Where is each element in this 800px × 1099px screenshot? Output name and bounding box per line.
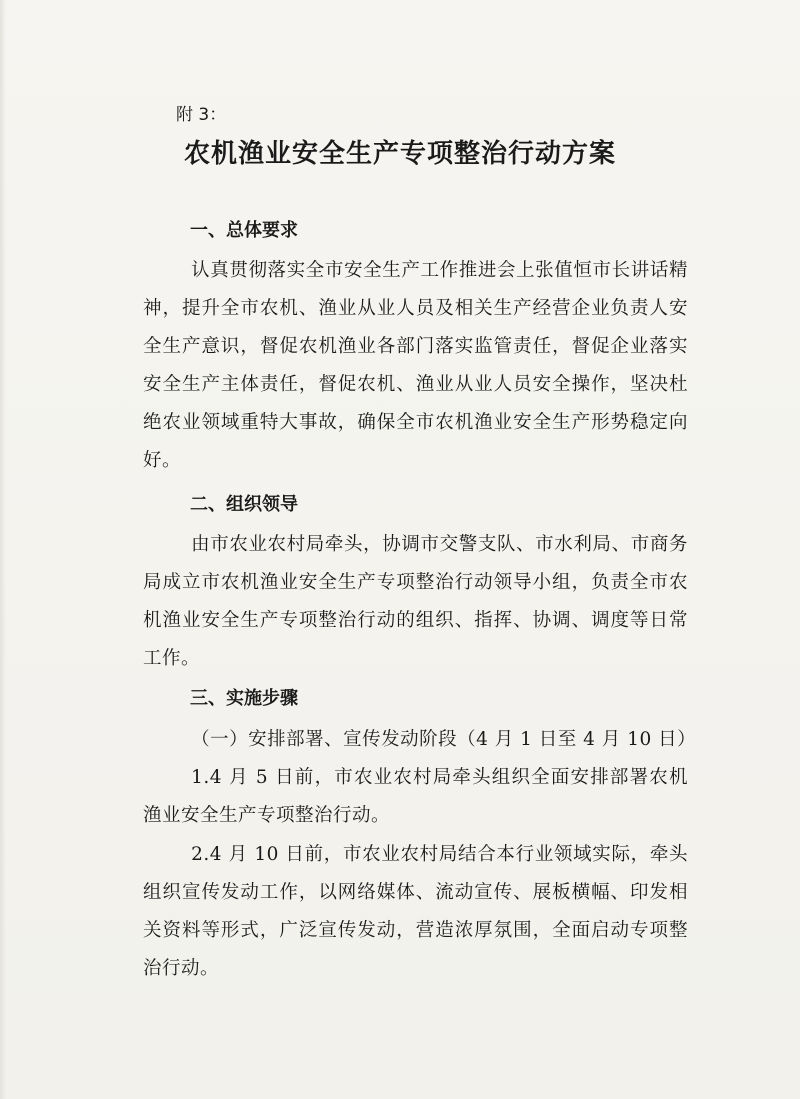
step-item: 2.4 月 10 日前，市农业农村局结合本行业领域实际，牵头组织宣传发动工作，以网络媒体、流动宣传、展板横幅、印发相关资料等形式，广泛宣传发动，营造浓厚氛围，全面启动专项整治行动。 bbox=[143, 844, 688, 979]
step-item: 1.4 月 5 日前，市农业农村局牵头组织全面安排部署农机渔业安全生产专项整治行动。 bbox=[143, 767, 688, 826]
attachment-label: 附 3： bbox=[176, 105, 227, 125]
document-title: 农机渔业安全生产专项整治行动方案 bbox=[183, 139, 616, 169]
section-paragraph: 认真贯彻落实全市安全生产工作推进会上张值恒市长讲话精神，提升全市农机、渔业从业人员及相关生产经营企业负责人安全生产意识，督促农机渔业各部门落实监管责任，督促企业落实安全生产主体责任，督促农机、渔业从业人员安全操作，坚决杜绝农业领域重特大事故，确保全市农机渔业安全生产形势稳定向好。 bbox=[143, 260, 688, 471]
section-paragraph: 由市农业农村局牵头，协调市交警支队、市水利局、市商务局成立市农机渔业安全生产专项整治行动领导小组，负责全市农机渔业安全生产专项整治行动的组织、指挥、协调、调度等日常工作。 bbox=[143, 534, 688, 669]
phase-heading: （一）安排部署、宣传发动阶段（4 月 1 日至 4 月 10 日） bbox=[191, 729, 697, 750]
section-heading-general-requirements: 一、总体要求 bbox=[190, 220, 298, 241]
section-heading-implementation-steps: 三、实施步骤 bbox=[190, 688, 298, 709]
section-heading-organization: 二、组织领导 bbox=[190, 494, 298, 515]
